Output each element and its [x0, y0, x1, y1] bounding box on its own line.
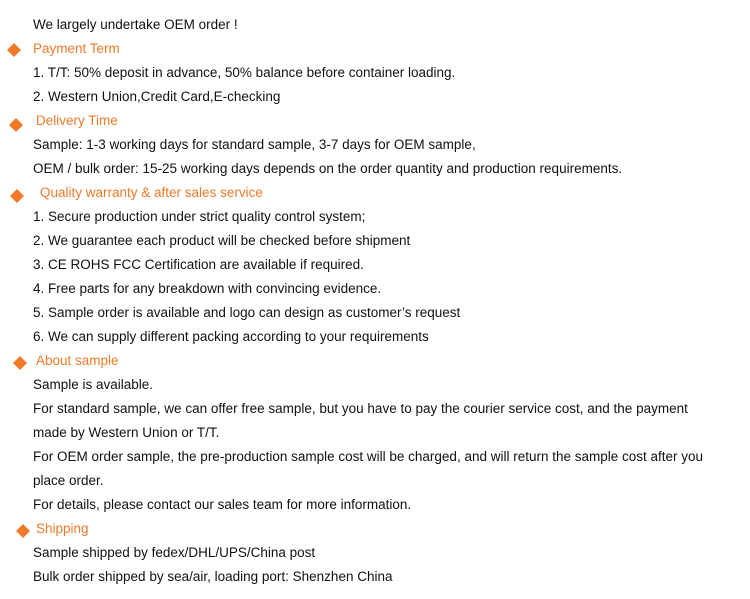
- orange-diamond-icon: [15, 523, 31, 539]
- orange-diamond-icon: [8, 117, 24, 133]
- sample-line-3: made by Western Union or T/T.: [33, 425, 220, 440]
- sample-line-1: Sample is available.: [33, 377, 154, 392]
- section-title-payment-term: Payment Term: [33, 41, 120, 56]
- payment-line-2: 2. Western Union,Credit Card,E-checking: [33, 89, 281, 104]
- sample-line-6: For details, please contact our sales team for more information.: [33, 497, 412, 512]
- quality-line-2: 2. We guarantee each product will be checked before shipment: [33, 233, 411, 248]
- orange-diamond-icon: [6, 42, 22, 58]
- shipping-line-1: Sample shipped by fedex/DHL/UPS/China post: [33, 545, 316, 560]
- quality-line-5: 5. Sample order is available and logo can design as customer’s request: [33, 305, 461, 320]
- payment-line-1: 1. T/T: 50% deposit in advance, 50% balance before container loading.: [33, 65, 456, 80]
- section-title-shipping: Shipping: [36, 521, 89, 536]
- sample-line-5: place order.: [33, 473, 104, 488]
- sample-line-2: For standard sample, we can offer free sample, but you have to pay the courier service cost, and the payment: [33, 401, 688, 416]
- delivery-line-1: Sample: 1-3 working days for standard sample, 3-7 days for OEM sample,: [33, 137, 476, 152]
- section-title-delivery-time: Delivery Time: [36, 113, 118, 128]
- quality-line-3: 3. CE ROHS FCC Certification are available if required.: [33, 257, 364, 272]
- section-title-about-sample: About sample: [36, 353, 119, 368]
- intro-text: We largely undertake OEM order !: [33, 17, 238, 32]
- section-title-quality-warranty: Quality warranty & after sales service: [40, 185, 263, 200]
- quality-line-1: 1. Secure production under strict quality control system;: [33, 209, 366, 224]
- quality-line-6: 6. We can supply different packing according to your requirements: [33, 329, 429, 344]
- delivery-line-2: OEM / bulk order: 15-25 working days depends on the order quantity and production requirements.: [33, 161, 623, 176]
- shipping-line-2: Bulk order shipped by sea/air, loading port: Shenzhen China: [33, 569, 393, 584]
- quality-line-4: 4. Free parts for any breakdown with convincing evidence.: [33, 281, 382, 296]
- sample-line-4: For OEM order sample, the pre-production sample cost will be charged, and will return the sample cost after you: [33, 449, 704, 464]
- orange-diamond-icon: [12, 355, 28, 371]
- orange-diamond-icon: [9, 188, 25, 204]
